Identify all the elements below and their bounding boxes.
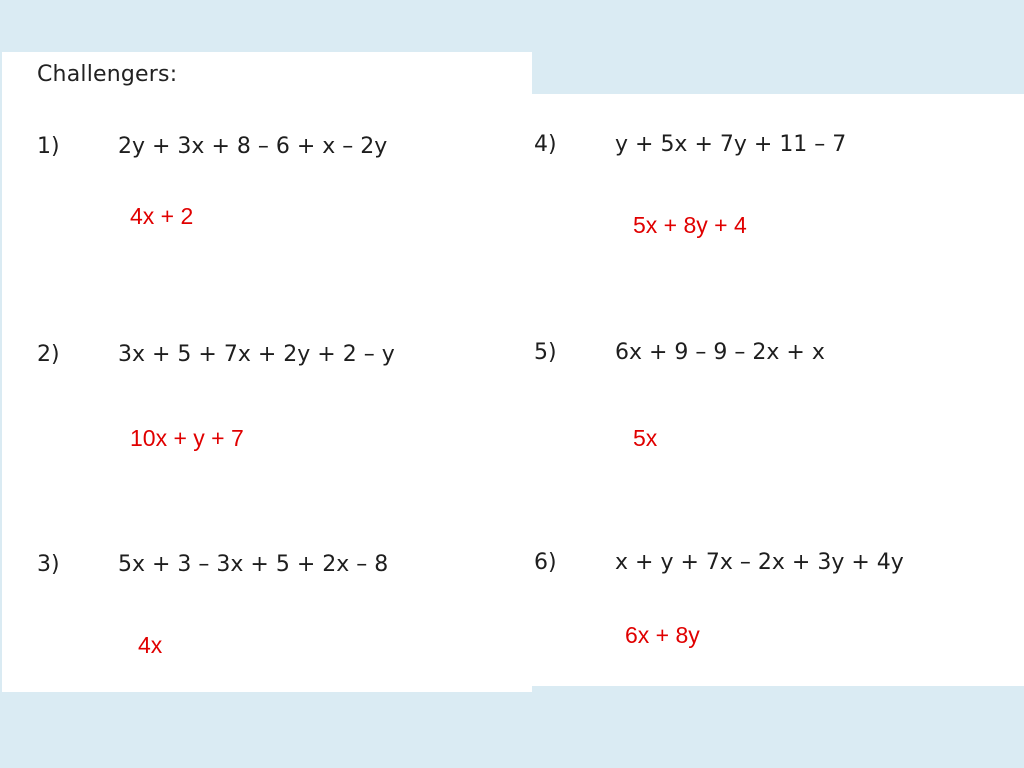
problem-5-number: 5) xyxy=(534,340,557,365)
problem-6-answer: 6x + 8y xyxy=(625,622,700,648)
problem-1-number: 1) xyxy=(37,134,60,159)
problem-6-number: 6) xyxy=(534,550,557,575)
problem-3-number: 3) xyxy=(37,552,60,577)
problem-1-expression: 2y + 3x + 8 – 6 + x – 2y xyxy=(118,134,388,159)
problem-2-expression: 3x + 5 + 7x + 2y + 2 – y xyxy=(118,342,395,367)
problem-5-answer: 5x xyxy=(633,425,658,451)
problem-4-answer: 5x + 8y + 4 xyxy=(633,212,747,238)
problem-4-expression: y + 5x + 7y + 11 – 7 xyxy=(615,132,847,157)
worksheet-panel-right xyxy=(532,94,1024,686)
worksheet-title: Challengers: xyxy=(37,62,178,87)
problem-5-expression: 6x + 9 – 9 – 2x + x xyxy=(615,340,825,365)
problem-3-answer: 4x xyxy=(138,632,163,658)
problem-6-expression: x + y + 7x – 2x + 3y + 4y xyxy=(615,550,904,575)
problem-1-answer: 4x + 2 xyxy=(130,203,194,229)
problem-3-expression: 5x + 3 – 3x + 5 + 2x – 8 xyxy=(118,552,389,577)
problem-4-number: 4) xyxy=(534,132,557,157)
problem-2-answer: 10x + y + 7 xyxy=(130,425,244,451)
problem-2-number: 2) xyxy=(37,342,60,367)
